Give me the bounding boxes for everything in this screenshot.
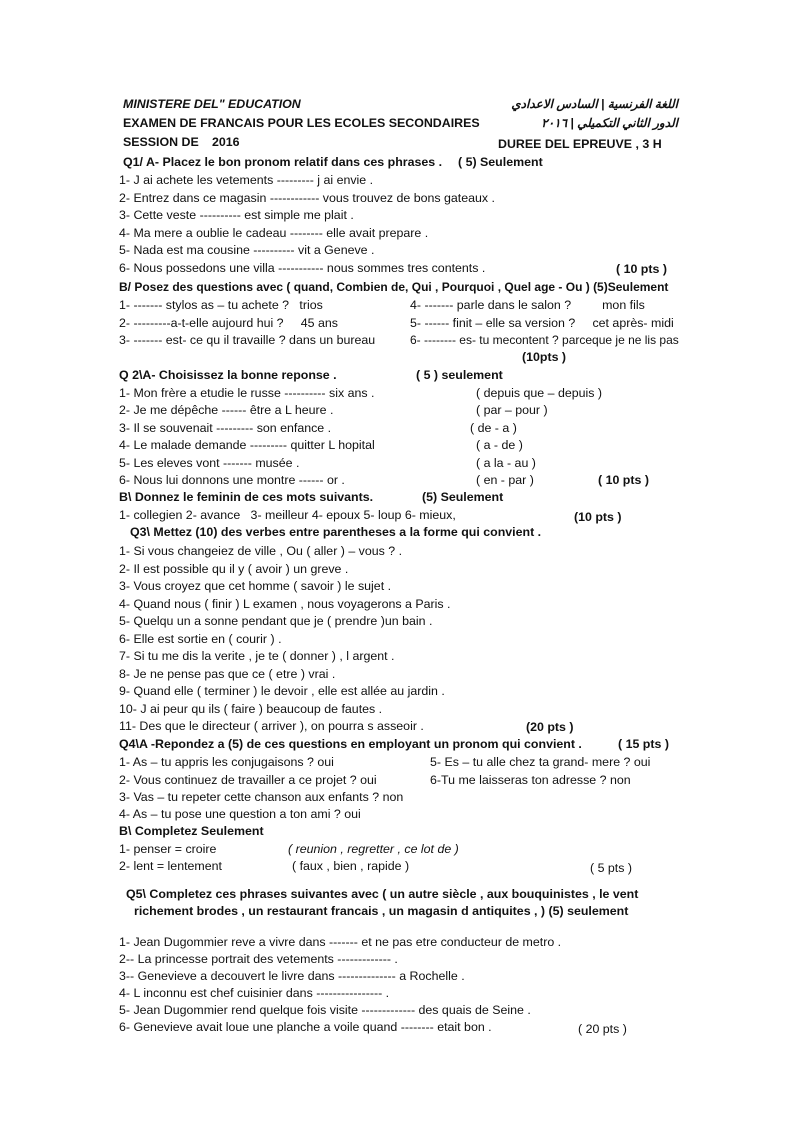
q1-b-item: 5- ------ finit – elle sa version ? cet après- midi — [410, 316, 674, 330]
q4-b-item: 1- penser = croire — [119, 842, 217, 856]
q4-b-choice: ( reunion , regretter , ce lot de ) — [288, 842, 459, 856]
q1-b-item: 3- ------- est- ce qu il travaille ? dans un bureau — [119, 333, 376, 347]
q4-a-title: Q4\A -Repondez a (5) de ces questions en employant un pronom qui convient . — [119, 737, 582, 751]
q1-a-item: 5- Nada est ma cousine ---------- vit a Geneve . — [119, 243, 375, 257]
exam-title: EXAMEN DE FRANCAIS POUR LES ECOLES SECONDAIRES — [123, 116, 480, 130]
q3-item: 5- Quelqu un a sonne pendant que je ( prendre )un bain . — [119, 614, 433, 628]
q5-item: 3-- Genevieve a decouvert le livre dans -------------- a Rochelle . — [119, 969, 465, 983]
q1-a-item: 2- Entrez dans ce magasin ------------ vous trouvez de bons gateaux . — [119, 191, 495, 205]
q3-title: Q3\ Mettez (10) des verbes entre parentheses a la forme qui convient . — [130, 525, 542, 539]
q4-a-points: ( 15 pts ) — [618, 737, 669, 751]
q4-b-points: ( 5 pts ) — [590, 861, 632, 875]
ministry-title: MINISTERE DEL" EDUCATION — [123, 97, 301, 111]
q2-b-points: (10 pts ) — [574, 510, 622, 524]
q1-a-item: 6- Nous possedons une villa ----------- nous sommes tres contents . — [119, 261, 486, 275]
q4-a-item: 2- Vous continuez de travailler a ce projet ? oui — [119, 773, 377, 787]
q2-a-item: 4- Le malade demande --------- quitter L hopital — [119, 438, 375, 452]
arabic-session-line: الدور الثاني التكميلي | ٢٠١٦ — [541, 116, 678, 130]
q3-item: 2- Il est possible qu il y ( avoir ) un greve . — [119, 562, 349, 576]
q2-a-choice: ( a - de ) — [476, 438, 523, 452]
q1-b-item: 4- ------- parle dans le salon ? mon fils — [410, 298, 645, 312]
q1-b-item: 6- -------- es- tu mecontent ? parceque je ne lis pas — [410, 333, 679, 347]
q2-a-item: 5- Les eleves vont ------- musée . — [119, 456, 300, 470]
q2-a-choice: ( par – pour ) — [476, 403, 548, 417]
q2-a-choice: ( a la - au ) — [476, 456, 536, 470]
exam-duration: DUREE DEL EPREUVE , 3 H — [498, 137, 662, 151]
q4-a-item: 4- As – tu pose une question a ton ami ? oui — [119, 807, 361, 821]
q4-a-item: 3- Vas – tu repeter cette chanson aux enfants ? non — [119, 790, 404, 804]
session-label: SESSION DE — [123, 135, 199, 149]
q3-item: 11- Des que le directeur ( arriver ), on pourra s asseoir . — [119, 719, 424, 733]
q3-item: 10- J ai peur qu ils ( faire ) beaucoup de fautes . — [119, 702, 383, 716]
q2-b-items: 1- collegien 2- avance 3- meilleur 4- epoux 5- loup 6- mieux, — [119, 508, 456, 522]
q1-a-title: Q1/ A- Placez le bon pronom relatif dans ces phrases . — [123, 155, 443, 169]
q3-item: 1- Si vous changeiez de ville , Ou ( aller ) – vous ? . — [119, 544, 403, 558]
q3-item: 8- Je ne pense pas que ce ( etre ) vrai . — [119, 667, 336, 681]
q2-a-choice: ( en - par ) — [476, 473, 534, 487]
q3-item: 4- Quand nous ( finir ) L examen , nous voyagerons a Paris . — [119, 597, 451, 611]
q4-b-choice: ( faux , bien , rapide ) — [292, 859, 410, 873]
q4-b-item: 2- lent = lentement — [119, 859, 222, 873]
q1-a-note: ( 5) Seulement — [458, 155, 543, 169]
q2-a-choice: ( depuis que – depuis ) — [476, 386, 603, 400]
q3-item: 6- Elle est sortie en ( courir ) . — [119, 632, 282, 646]
q1-b-points: (10pts ) — [522, 350, 567, 364]
q1-b-item: 1- ------- stylos as – tu achete ? trios — [119, 298, 323, 312]
q2-a-item: 2- Je me dépêche ------ être a L heure . — [119, 403, 334, 417]
q2-a-title: Q 2\A- Choisissez la bonne reponse . — [119, 368, 337, 382]
q1-a-item: 1- J ai achete les vetements --------- j ai envie . — [119, 173, 374, 187]
q5-item: 1- Jean Dugommier reve a vivre dans ------- et ne pas etre conducteur de metro . — [119, 935, 562, 949]
q2-a-item: 1- Mon frère a etudie le russe ---------- six ans . — [119, 386, 375, 400]
q5-title-line2: richement brodes , un restaurant francais , un magasin d antiquites , ) (5) seulement — [134, 904, 629, 918]
q2-a-points: ( 10 pts ) — [598, 473, 649, 487]
q4-b-title: B\ Completez Seulement — [119, 824, 264, 838]
q3-points: (20 pts ) — [526, 720, 574, 734]
q2-a-note: ( 5 ) seulement — [416, 368, 503, 382]
q1-a-points: ( 10 pts ) — [616, 262, 667, 276]
q2-b-note: (5) Seulement — [422, 490, 504, 504]
q2-a-item: 3- Il se souvenait --------- son enfance . — [119, 421, 332, 435]
q5-title-line1: Q5\ Completez ces phrases suivantes avec ( un autre siècle , aux bouquinistes , le vent — [126, 887, 639, 901]
q1-b-title: B/ Posez des questions avec ( quand, Combien de, Qui , Pourquoi , Quel age - Ou ) (5)Seulement — [119, 280, 669, 294]
q4-a-item: 1- As – tu appris les conjugaisons ? oui — [119, 755, 334, 769]
arabic-subject-line: اللغة الفرنسية | السادس الاعدادي — [511, 97, 678, 111]
q3-item: 7- Si tu me dis la verite , je te ( donner ) , l argent . — [119, 649, 395, 663]
q5-item: 5- Jean Dugommier rend quelque fois visite ------------- des quais de Seine . — [119, 1003, 531, 1017]
q1-a-item: 3- Cette veste ---------- est simple me plait . — [119, 208, 354, 222]
q5-item: 6- Genevieve avait loue une planche a voile quand -------- etait bon . — [119, 1020, 492, 1034]
q2-a-item: 6- Nous lui donnons une montre ------ or . — [119, 473, 345, 487]
session-year: 2016 — [212, 135, 240, 149]
q3-item: 9- Quand elle ( terminer ) le devoir , elle est allée au jardin . — [119, 684, 445, 698]
q2-a-choice: ( de - a ) — [470, 421, 517, 435]
q3-item: 3- Vous croyez que cet homme ( savoir ) le sujet . — [119, 579, 392, 593]
q5-item: 2-- La princesse portrait des vetements ------------- . — [119, 952, 398, 966]
q1-a-item: 4- Ma mere a oublie le cadeau -------- elle avait prepare . — [119, 226, 429, 240]
q4-a-item: 5- Es – tu alle chez ta grand- mere ? oui — [430, 755, 651, 769]
q5-points: ( 20 pts ) — [578, 1022, 627, 1036]
q4-a-item: 6-Tu me laisseras ton adresse ? non — [430, 773, 631, 787]
q5-item: 4- L inconnu est chef cuisinier dans ---------------- . — [119, 986, 390, 1000]
q1-b-item: 2- ---------a-t-elle aujourd hui ? 45 ans — [119, 316, 338, 330]
q2-b-title: B\ Donnez le feminin de ces mots suivants. — [119, 490, 374, 504]
